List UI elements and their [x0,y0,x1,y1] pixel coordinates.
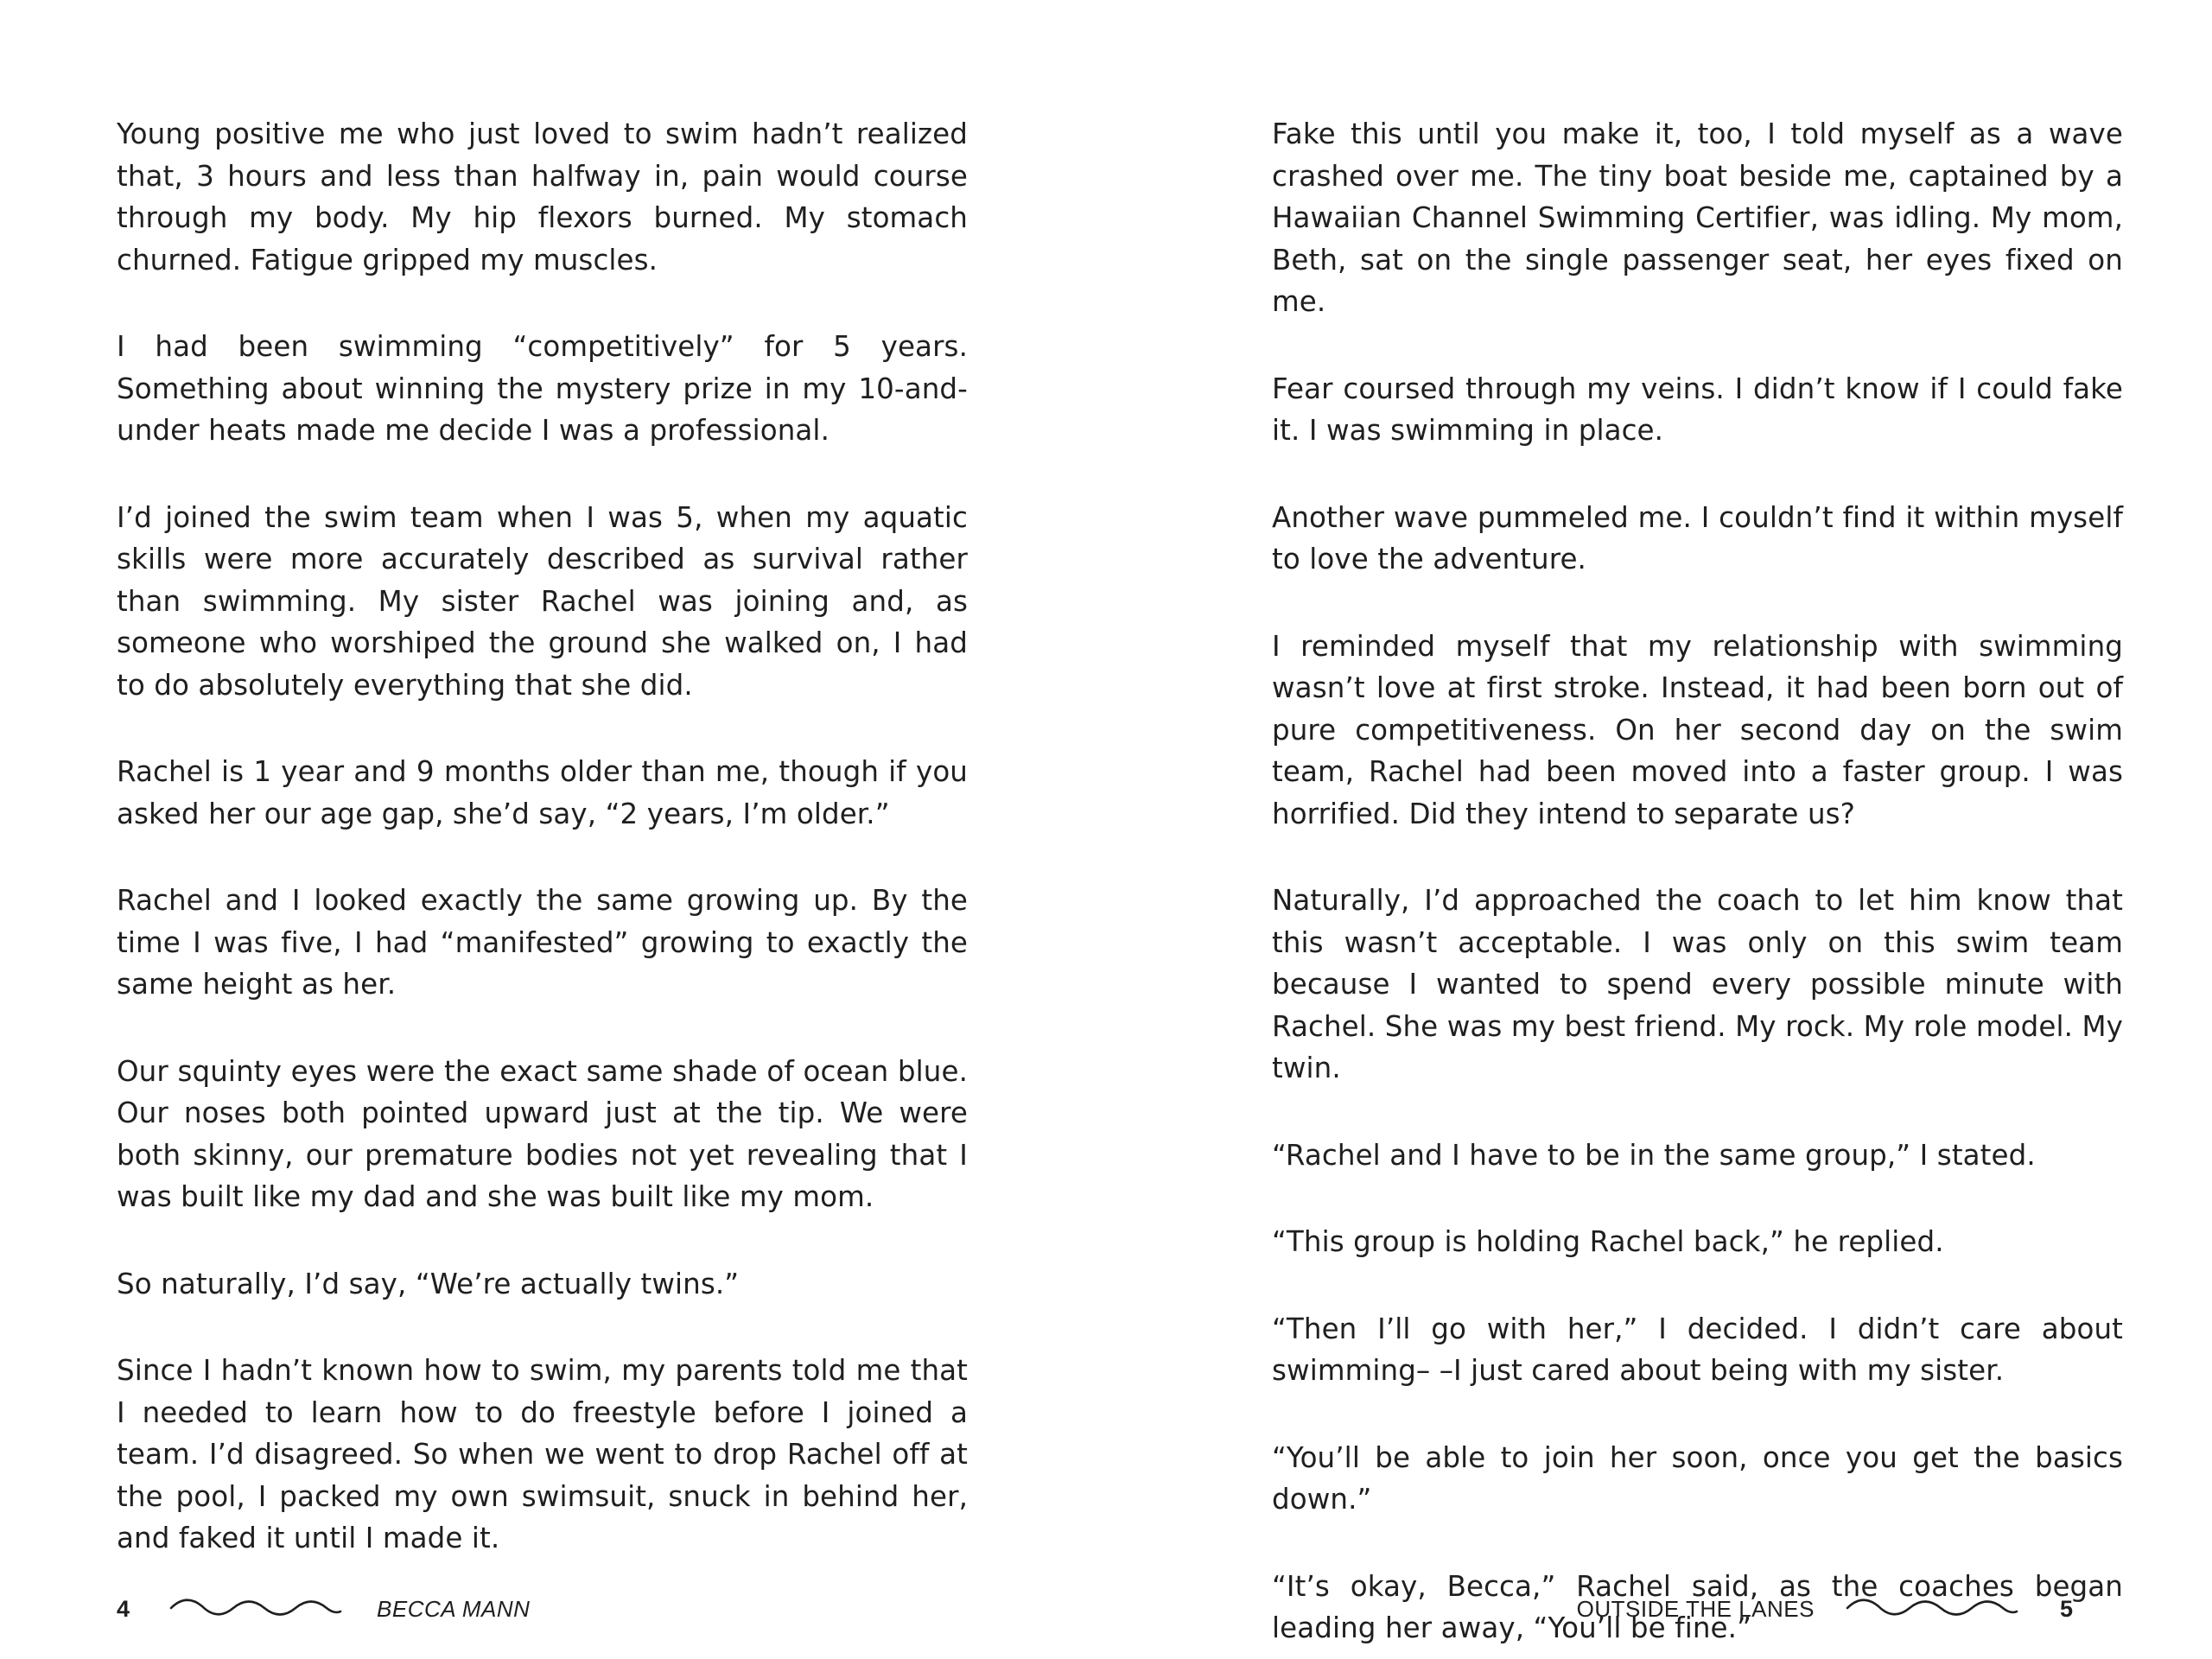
right-page [1106,0,2212,1659]
page-number: 4 [117,1595,130,1622]
paragraph: So naturally, I’d say, “We’re actually twins.” [117,1267,740,1300]
wave-icon [1846,1596,2018,1622]
paragraph: Young positive me who just loved to swim hadn’t realized that, 3 hours and less than halfway in, pain would course through my body. My hip flexors burned. My stomach churned. Fatigue gripped my muscles. [117,118,968,276]
paragraph: Since I hadn’t known how to swim, my parents told me that I needed to learn how to do freestyle before I joined a team. I’d disagreed. So when we went to drop Rachel off at the pool, I packed my own swimsuit, snuck in behind her, and faked it until I made it. [117,1354,968,1554]
paragraph: Rachel and I looked exactly the same growing up. By the time I was five, I had “manifested” growing to exactly the same height as her. [117,884,968,1001]
book-title: OUTSIDE THE LANES [1576,1595,1815,1622]
paragraph: Another wave pummeled me. I couldn’t find it within myself to love the adventure. [1272,500,2123,575]
left-page-body [117,113,968,1560]
page-number: 5 [2059,1595,2073,1622]
paragraph: Our squinty eyes were the exact same shade of ocean blue. Our noses both pointed upward just at the tip. We were both skinny, our premature bodies not yet revealing that I was built like my dad and she was built like my mom. [117,1054,968,1213]
wave-icon [169,1596,342,1622]
paragraph: “Rachel and I have to be in the same group,” I stated. [1272,1138,2036,1172]
paragraph: I’d joined the swim team when I was 5, when my aquatic skills were more accurately described as survival rather than swimming. My sister Rachel was joining and, as someone who worshiped the ground she walked on, I had to do absolutely everything that she did. [117,500,968,702]
right-page-footer [1577,1588,2073,1630]
paragraph: Fake this until you make it, too, I told myself as a wave crashed over me. The tiny boat beside me, captained by a Hawaiian Channel Swimming Certifier, was idling. My mom, Beth, sat on the single passenger seat, her eyes fixed on me. [1272,118,2123,318]
left-page-footer [117,1588,530,1630]
paragraph: “This group is holding Rachel back,” he replied. [1272,1225,1944,1258]
right-page-body [1272,113,2123,1649]
paragraph: Naturally, I’d approached the coach to let him know that this wasn’t acceptable. I was only on this swim team because I wanted to spend every possible minute with Rachel. She was my best friend. My rock. My role model. My twin. [1272,884,2123,1084]
paragraph: I reminded myself that my relationship with swimming wasn’t love at first stroke. Instead, it had been born out of pure competitiveness. On her second day on the swim team, Rachel had been moved into a faster group. I was horrified. Did they intend to separate us? [1272,629,2123,830]
paragraph: I had been swimming “competitively” for 5 years. Something about winning the mystery prize in my 10-and-under heats made me decide I was a professional. [117,330,968,447]
paragraph: “It’s okay, Becca,” Rachel said, as the coaches began leading her away, “You’ll be fine.” [1272,1569,2123,1644]
paragraph: Rachel is 1 year and 9 months older than me, though if you asked her our age gap, she’d say, “2 years, I’m older.” [117,755,968,830]
author-name: BECCA MANN [377,1595,531,1622]
paragraph: “Then I’ll go with her,” I decided. I didn’t care about swimming– –I just cared about being with my sister. [1272,1312,2123,1387]
paragraph: Fear coursed through my veins. I didn’t know if I could fake it. I was swimming in place. [1272,372,2123,447]
paragraph: “You’ll be able to join her soon, once you get the basics down.” [1272,1440,2123,1516]
